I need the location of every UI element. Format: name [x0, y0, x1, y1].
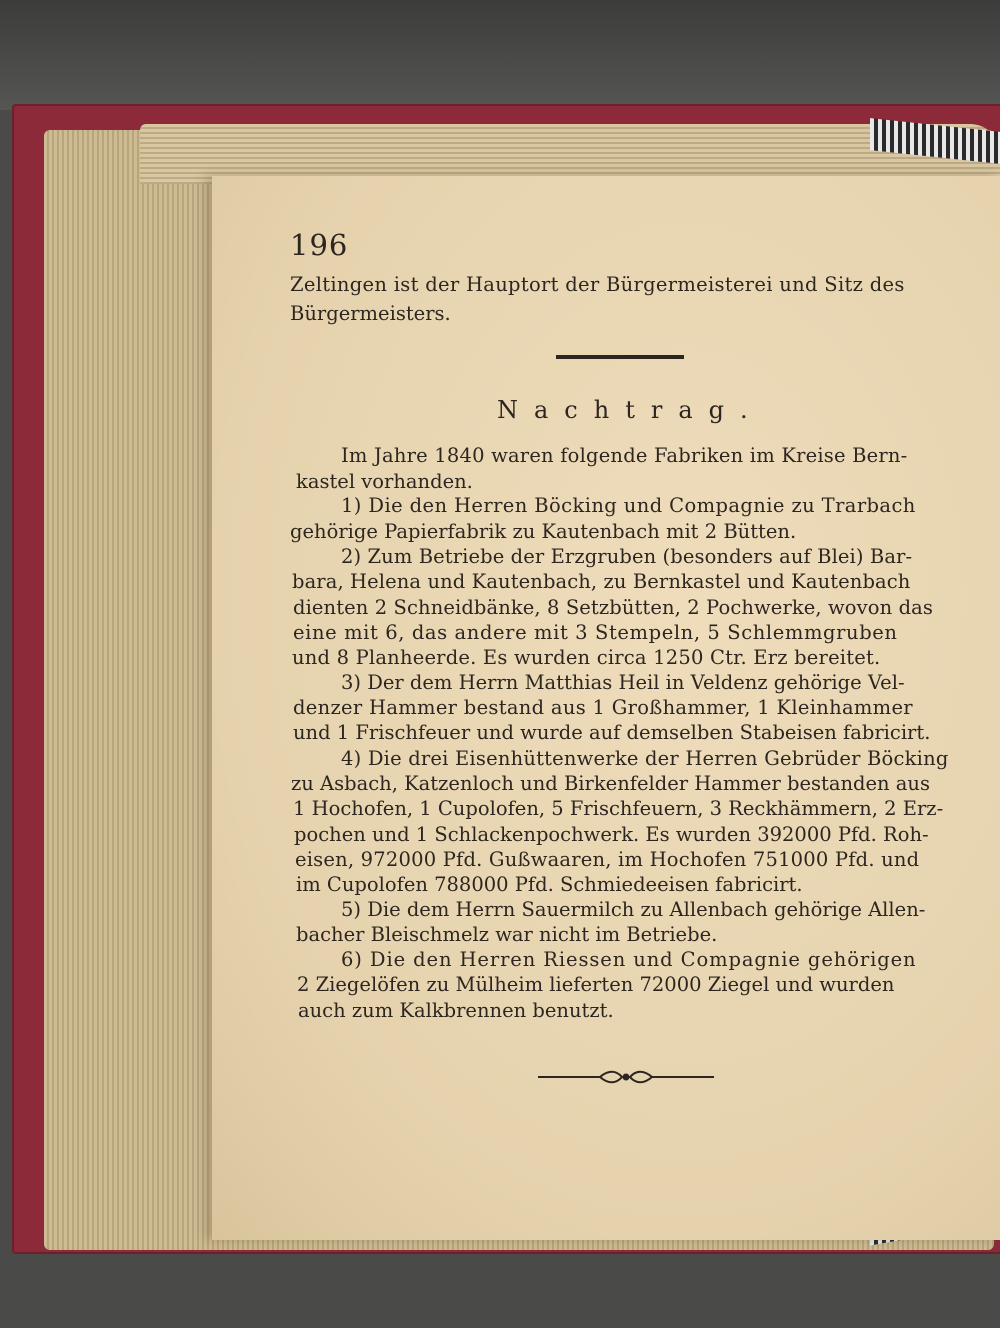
body-line: kastel vorhanden. — [296, 470, 473, 493]
body-line: dienten 2 Schneidbänke, 8 Setzbütten, 2 Pochwerke, wovon das — [293, 596, 933, 619]
end-ornament-icon — [538, 1062, 714, 1092]
body-line: 4) Die drei Eisenhüttenwerke der Herren Gebrüder Böcking — [341, 747, 949, 770]
body-line: gehörige Papierfabrik zu Kautenbach mit 2 Bütten. — [290, 520, 797, 543]
body-line: 1) Die den Herren Böcking und Compagnie zu Trarbach — [341, 494, 916, 517]
body-line: eisen, 972000 Pfd. Gußwaaren, im Hochofen 751000 Pfd. und — [295, 848, 920, 871]
background — [0, 0, 1000, 110]
body-line: zu Asbach, Katzenloch und Birkenfelder Hammer bestanden aus — [291, 772, 930, 795]
body-line: 5) Die dem Herrn Sauermilch zu Allenbach gehörige Allen- — [341, 898, 926, 921]
body-line: eine mit 6, das andere mit 3 Stempeln, 5 Schlemmgruben — [293, 621, 898, 644]
body-line: bara, Helena und Kautenbach, zu Bernkastel und Kautenbach — [292, 570, 911, 593]
body-line: 1 Hochofen, 1 Cupolofen, 5 Frischfeuern, 3 Reckhämmern, 2 Erz- — [293, 797, 944, 820]
page-number: 196 — [290, 228, 349, 262]
body-line: bacher Bleischmelz war nicht im Betriebe. — [296, 923, 718, 946]
body-line: im Cupolofen 788000 Pfd. Schmiedeeisen fabricirt. — [296, 873, 803, 896]
body-line: auch zum Kalkbrennen benutzt. — [298, 999, 614, 1022]
body-line: pochen und 1 Schlackenpochwerk. Es wurden 392000 Pfd. Roh- — [294, 823, 929, 846]
intro-line: Zeltingen ist der Hauptort der Bürgermeisterei und Sitz des — [290, 273, 905, 296]
body-line: denzer Hammer bestand aus 1 Großhammer, 1 Kleinhammer — [293, 696, 913, 719]
body-line: und 8 Planheerde. Es wurden circa 1250 Ctr. Erz bereitet. — [292, 646, 881, 669]
body-line: 2) Zum Betriebe der Erzgruben (besonders auf Blei) Bar- — [341, 545, 913, 568]
body-line: 3) Der dem Herrn Matthias Heil in Veldenz gehörige Vel- — [341, 671, 905, 694]
body-line: Im Jahre 1840 waren folgende Fabriken im Kreise Bern- — [341, 444, 908, 467]
body-line: und 1 Frischfeuer und wurde auf demselben Stabeisen fabricirt. — [293, 721, 931, 744]
intro-line: Bürgermeisters. — [290, 302, 451, 325]
body-line: 2 Ziegelöfen zu Mülheim lieferten 72000 Ziegel und wurden — [297, 973, 895, 996]
section-heading: Nachtrag. — [497, 396, 764, 424]
body-line: 6) Die den Herren Riessen und Compagnie gehörigen — [341, 948, 917, 971]
section-divider — [556, 355, 684, 359]
